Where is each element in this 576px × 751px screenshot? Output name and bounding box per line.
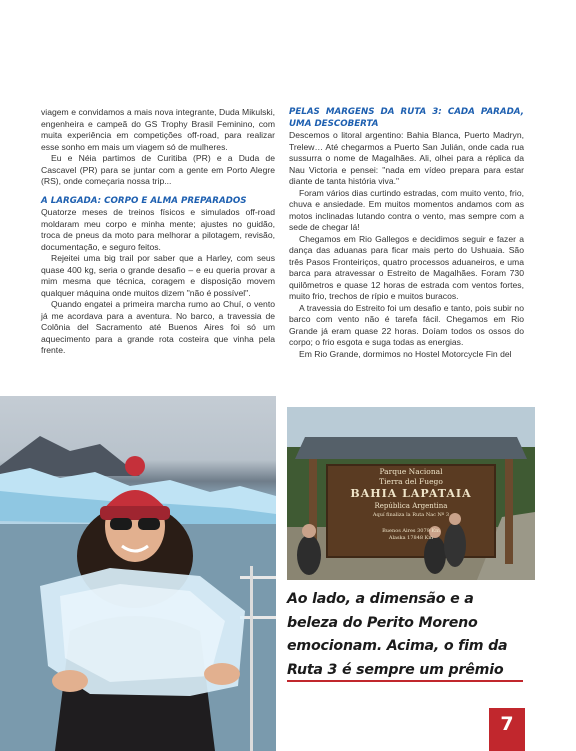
paragraph: Rejeitei uma big trail por saber que a Harley, com seus quase 400 kg, seria o grande desafio – e eu queria provar a mim mesma que técnica, coragem e disposição movem qualquer máquina onde muitos dizem "não é possível". xyxy=(41,253,275,298)
sign-line: Tierra del Fuego xyxy=(379,477,443,486)
section-heading: A LARGADA: CORPO E ALMA PREPARADOS xyxy=(41,195,247,206)
caption-divider xyxy=(287,680,523,682)
paragraph: Foram vários dias curtindo estradas, com muito vento, frio, chuva e ansiedade. Em muitos momentos andamos com as motos inclinadas lutando contra o vento, mas sempre com a sede de chegar lá! xyxy=(289,187,524,232)
photo-caption: Ao lado, a dimensão e a beleza do Perito Moreno emocionam. Acima, o fim da Ruta 3 é sempre um prêmio xyxy=(287,591,508,678)
sign-line: Parque Nacional xyxy=(379,467,443,476)
paragraph: Chegamos em Rio Gallegos e decidimos seguir e fazer a dança das aduanas para ficar mais perto do Ushuaia. São três Pasos Fronteiriços, quatro processos aduaneiros, e uma barca para atravessar o Estreito de Magalhães. Foram 730 quilômetros e quase 12 horas de estrada com ventos fortes, muito frio, trechos de rípio e muitos buracos. xyxy=(289,233,524,301)
glacier-photo-illustration xyxy=(0,396,276,751)
sign-line: Aquí finaliza la Ruta Nac Nº 3 xyxy=(372,512,450,518)
sign-line: Alaska 17848 Km xyxy=(388,535,434,541)
lapataia-sign-photo xyxy=(287,407,535,580)
paragraph: Descemos o litoral argentino: Bahia Blanca, Puerto Madryn, Trelew… Até chegarmos a Puerto San Julián, onde cada rua sussurra o nome de Magalhães. Ali, olhei para a réplica da Nau Victoria e pensei: "nada em vídeo prepara para estar diante de tanta história viva." xyxy=(289,130,524,186)
section-heading: PELAS MARGENS DA RUTA 3: CADA PARADA, UMA DESCOBERTA xyxy=(289,107,524,129)
paragraph: Quando engatei a primeira marcha rumo ao Chuí, o vento já me acordava para a aventura. No barco, a travessia de Colônia del Sacramento até Buenos Aires foi só um aquecimento para a grande rota costeira que vinha pela frente. xyxy=(41,299,275,355)
paragraph: A travessia do Estreito foi um desafio e tanto, pois subir no barco com vento não é tarefa fácil. Chegamos em Rio Grande já eram quase 22 horas. Doíam todos os ossos do corpo; o frio esgota e suga todas as energias. xyxy=(289,302,524,347)
paragraph: Em Rio Grande, dormimos no Hostel Motorcycle Fin del xyxy=(299,348,512,359)
paragraph: Quatorze meses de treinos físicos e simulados off-road moldaram meu corpo e minha mente; ajustes no guidão, troca de pneus da moto para melhorar a pilotagem, revisão, documentação, e seguro feitos. xyxy=(41,207,275,252)
sign-line: República Argentina xyxy=(374,502,448,510)
sign-title: BAHIA LAPATAIA xyxy=(350,487,472,500)
paragraph: Eu e Néia partimos de Curitiba (PR) e a Duda de Cascavel (PR) para se juntar com a gente em Porto Alegre (RS), onde começaria nossa trip... xyxy=(41,153,275,186)
left-text-column xyxy=(41,107,275,357)
glacier-photo xyxy=(0,396,276,751)
lapataia-sign xyxy=(327,467,495,542)
page-number: 7 xyxy=(489,708,525,751)
paragraph: viagem e convidamos a mais nova integrante, Duda Mikulski, engenheira e campeã do GS Trophy Brasil Feminino, com muita experiência em competições off-road, para realizar esse sonho em mais um viagem só de mulheres. xyxy=(41,107,275,152)
sign-line: Buenos Aires 3079 Km xyxy=(382,528,440,534)
right-text-column xyxy=(289,107,524,360)
